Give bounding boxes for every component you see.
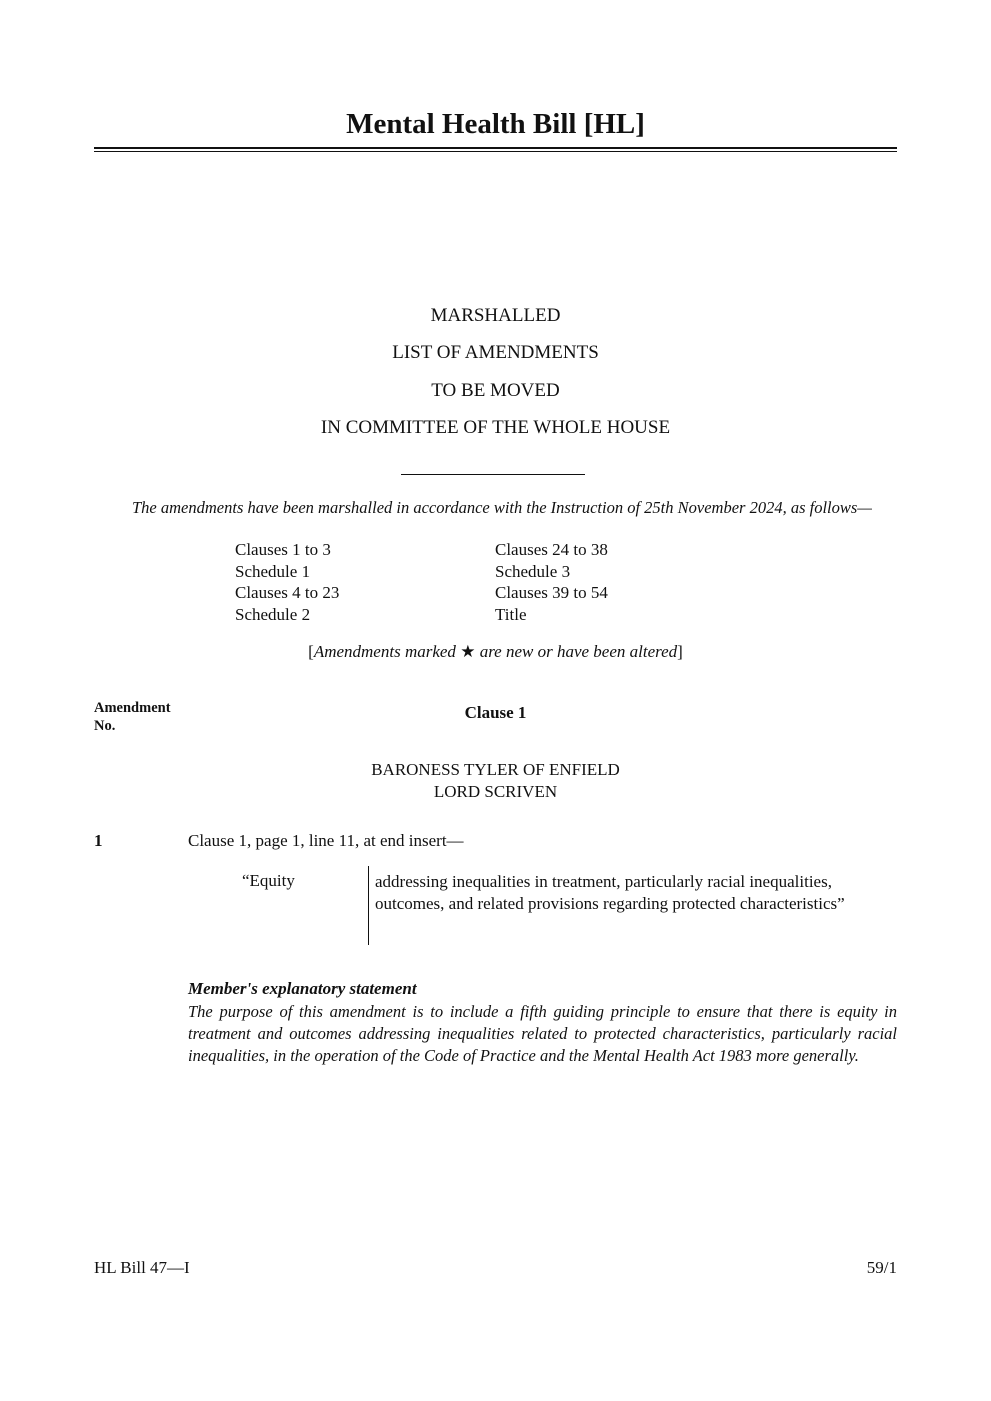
- title-rule-thick: [94, 147, 897, 149]
- note-text: Amendments marked: [313, 642, 461, 661]
- marshalling-intro: The amendments have been marshalled in accordance with the Instruction of 25th November 2024, as follows—: [132, 498, 872, 517]
- insertion-bar: [368, 866, 369, 945]
- member-name: LORD SCRIVEN: [433, 782, 558, 801]
- document-title: Mental Health Bill [HL]: [346, 108, 645, 140]
- bill-reference: HL Bill 47—I: [94, 1258, 190, 1277]
- bracket: ]: [677, 642, 683, 661]
- order-item: Clauses 1 to 3: [235, 540, 331, 559]
- inserted-term: “Equity: [242, 871, 295, 890]
- order-item: Schedule 3: [495, 561, 571, 581]
- clause-heading: Clause 1: [464, 703, 527, 722]
- heading-line-4: IN COMMITTEE OF THE WHOLE HOUSE: [320, 417, 671, 438]
- explanatory-statement-heading: Member's explanatory statement: [188, 979, 417, 998]
- amendment-instruction: Clause 1, page 1, line 11, at end insert—: [188, 831, 464, 850]
- order-item: Clauses 39 to 54: [495, 583, 608, 602]
- order-item: Schedule 1: [235, 561, 311, 581]
- order-item: Clauses 24 to 38: [495, 540, 608, 559]
- amendment-number: 1: [94, 831, 103, 850]
- inserted-definition: addressing inequalities in treatment, particularly racial inequalities, outcomes, and related provisions regarding protected characteristics”: [375, 872, 845, 913]
- members-list: [94, 759, 897, 803]
- explanatory-statement-body: The purpose of this amendment is to include a fifth guiding principle to ensure that there is equity in treatment and outcomes addressing inequalities related to protected characteristics, particularly racial inequalities, in the operation of the Code of Practice and the Mental Health Act 1983 more generally.: [188, 1002, 897, 1065]
- order-item: Schedule 2: [235, 604, 311, 624]
- order-item: Clauses 4 to 23: [235, 583, 340, 602]
- label-line: No.: [94, 717, 116, 734]
- note-text: are new or have been altered: [475, 642, 678, 661]
- order-column-left: [235, 539, 339, 625]
- heading-line-3: TO BE MOVED: [431, 380, 560, 401]
- order-column-right: [495, 539, 608, 625]
- page-reference: 59/1: [866, 1258, 897, 1277]
- title-rule-thin: [94, 151, 897, 152]
- label-line: Amendment: [94, 700, 171, 716]
- bracket: [: [308, 642, 314, 661]
- section-divider: [401, 474, 585, 475]
- star-icon: ★: [460, 642, 476, 661]
- member-name: BARONESS TYLER OF ENFIELD: [371, 760, 620, 779]
- order-item: Title: [495, 604, 527, 624]
- heading-line-2: LIST OF AMENDMENTS: [392, 342, 599, 363]
- amendments-note: [94, 642, 897, 662]
- heading-line-1: MARSHALLED: [430, 305, 561, 326]
